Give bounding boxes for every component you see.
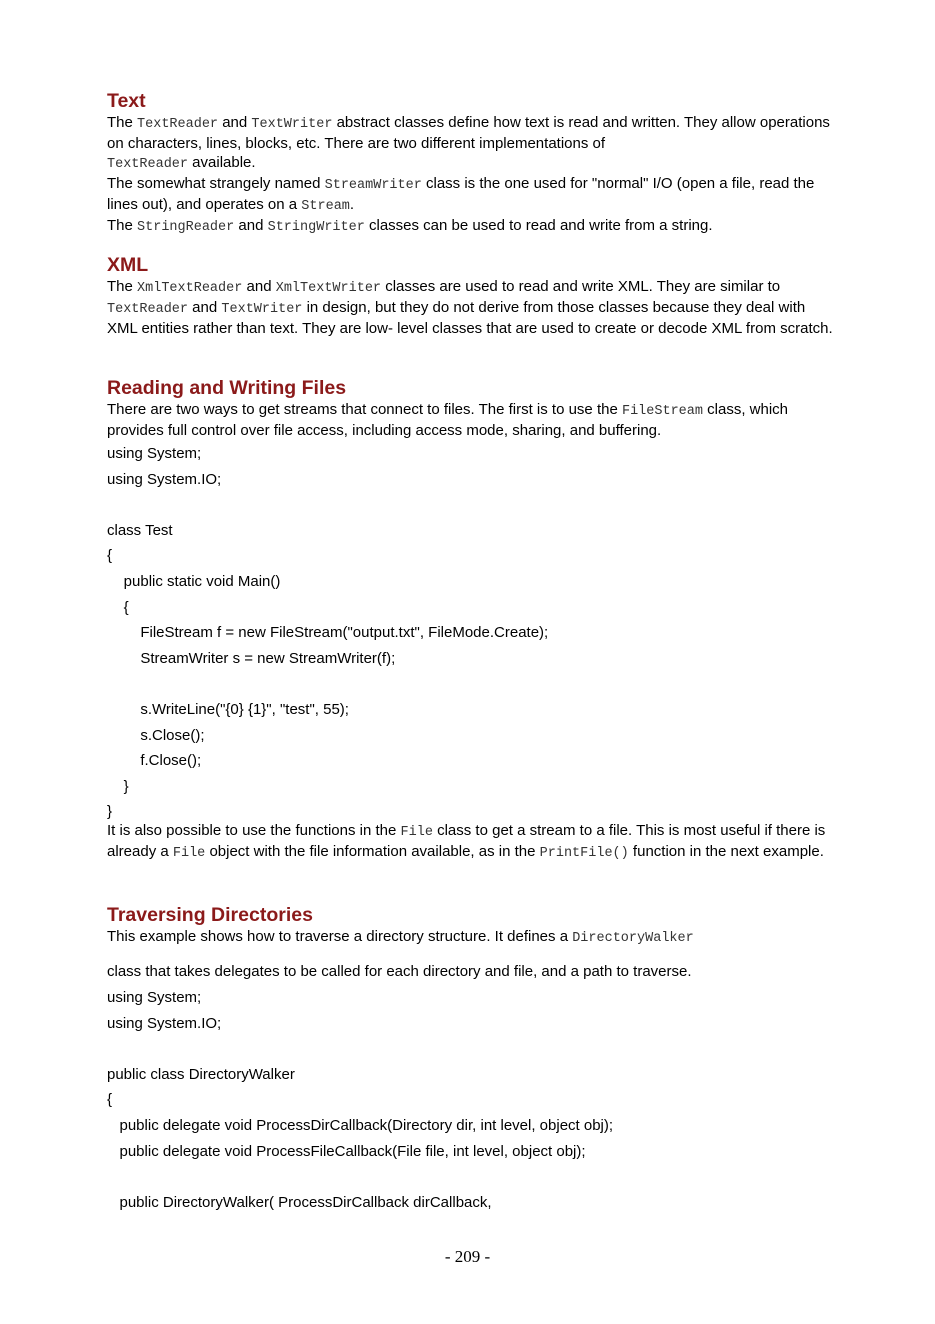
code-textreader: TextReader — [137, 117, 219, 132]
code-line: FileStream f = new FileStream("output.txt", FileMode.Create); — [107, 624, 549, 642]
paragraph-dirs-1: This example shows how to traverse a directory structure. It defines a DirectoryWalker — [107, 928, 694, 946]
code-printfile: PrintFile() — [539, 846, 629, 861]
code-file: File — [400, 825, 433, 840]
code-xmltextreader: XmlTextReader — [137, 281, 243, 296]
code-line: f.Close(); — [107, 752, 202, 770]
paragraph-files-2: It is also possible to use the functions in the File class to get a stream to a file. This is most useful if there is already a File object with the file information available, as in the PrintFile() function in the next example. — [107, 822, 826, 861]
code-line: using System.IO; — [107, 470, 222, 488]
code-line: { — [107, 547, 113, 565]
code-line: using System.IO; — [107, 1014, 222, 1032]
code-line — [107, 492, 837, 518]
code-line: public static void Main() — [107, 572, 281, 590]
section-text — [107, 89, 837, 237]
section-files — [107, 376, 837, 440]
code-streamwriter: StreamWriter — [324, 178, 422, 193]
paragraph-text-2: The somewhat strangely named StreamWriter class is the one used for "normal" I/O (open a file, read the lines out), and operates on a Stream. — [107, 175, 815, 214]
code-textwriter: TextWriter — [251, 117, 333, 132]
page-number: - 209 - — [444, 1247, 491, 1266]
code-line: using System; — [107, 989, 202, 1006]
section-files-continued — [107, 802, 837, 863]
code-line: using System; — [107, 445, 202, 462]
code-directorywalker: DirectoryWalker — [572, 931, 694, 946]
paragraph-files-1: There are two ways to get streams that connect to files. The first is to use the FileStream class, which provides full control over file access, including access mode, sharing, and buffering. — [107, 401, 789, 439]
code-line: s.Close(); — [107, 726, 205, 744]
code-stringwriter: StringWriter — [267, 220, 365, 235]
code-line — [107, 1036, 837, 1062]
heading-dirs: Traversing Directories — [107, 904, 313, 926]
paragraph-text-1: The TextReader and TextWriter abstract classes define how text is read and written. They allow operations on characters, lines, blocks, etc. There are two different implementations of TextReader available. — [107, 114, 830, 172]
code-line: { — [107, 598, 129, 616]
section-dirs — [107, 903, 837, 948]
code-line: public class DirectoryWalker — [107, 1065, 295, 1083]
code-block-dirs — [107, 985, 837, 1215]
code-line: } — [107, 777, 129, 795]
section-dirs-continued — [107, 962, 837, 981]
code-line: public delegate void ProcessDirCallback(Directory dir, int level, object obj); — [107, 1116, 614, 1134]
paragraph-text-3: The StringReader and StringWriter classes can be used to read and write from a string. — [107, 217, 713, 235]
code-line: { — [107, 1091, 113, 1109]
heading-files: Reading and Writing Files — [107, 377, 347, 399]
code-file-2: File — [172, 846, 206, 861]
code-textreader-2: TextReader — [107, 157, 189, 172]
code-filestream: FileStream — [621, 404, 703, 419]
code-textwriter-3: TextWriter — [221, 302, 303, 317]
code-stream: Stream — [301, 199, 350, 214]
code-stringreader: StringReader — [137, 220, 235, 235]
code-line: class Test — [107, 521, 173, 539]
section-xml — [107, 253, 837, 338]
code-line — [107, 1164, 837, 1190]
paragraph-xml-1: The XmlTextReader and XmlTextWriter classes are used to read and write XML. They are similar to TextReader and TextWriter in design, but they do not derive from those classes because they deal with XML entities rather than text. They are low- level classes that are used to create or decode XML from scratch. — [107, 278, 833, 337]
code-xmltextwriter: XmlTextWriter — [275, 281, 382, 296]
code-line: public delegate void ProcessFileCallback(File file, int level, object obj); — [107, 1142, 586, 1160]
code-line: public DirectoryWalker( ProcessDirCallback dirCallback, — [107, 1193, 492, 1211]
paragraph-dirs-2: class that takes delegates to be called for each directory and file, and a path to traverse. — [107, 963, 692, 980]
code-line-closing-brace: } — [107, 803, 113, 820]
code-line: StreamWriter s = new StreamWriter(f); — [107, 649, 396, 667]
code-textreader-3: TextReader — [107, 302, 189, 317]
code-block-files — [107, 441, 837, 799]
code-line — [107, 671, 837, 697]
heading-text: Text — [107, 90, 146, 112]
heading-xml: XML — [107, 254, 149, 276]
code-line: s.WriteLine("{0} {1}", "test", 55); — [107, 700, 349, 718]
